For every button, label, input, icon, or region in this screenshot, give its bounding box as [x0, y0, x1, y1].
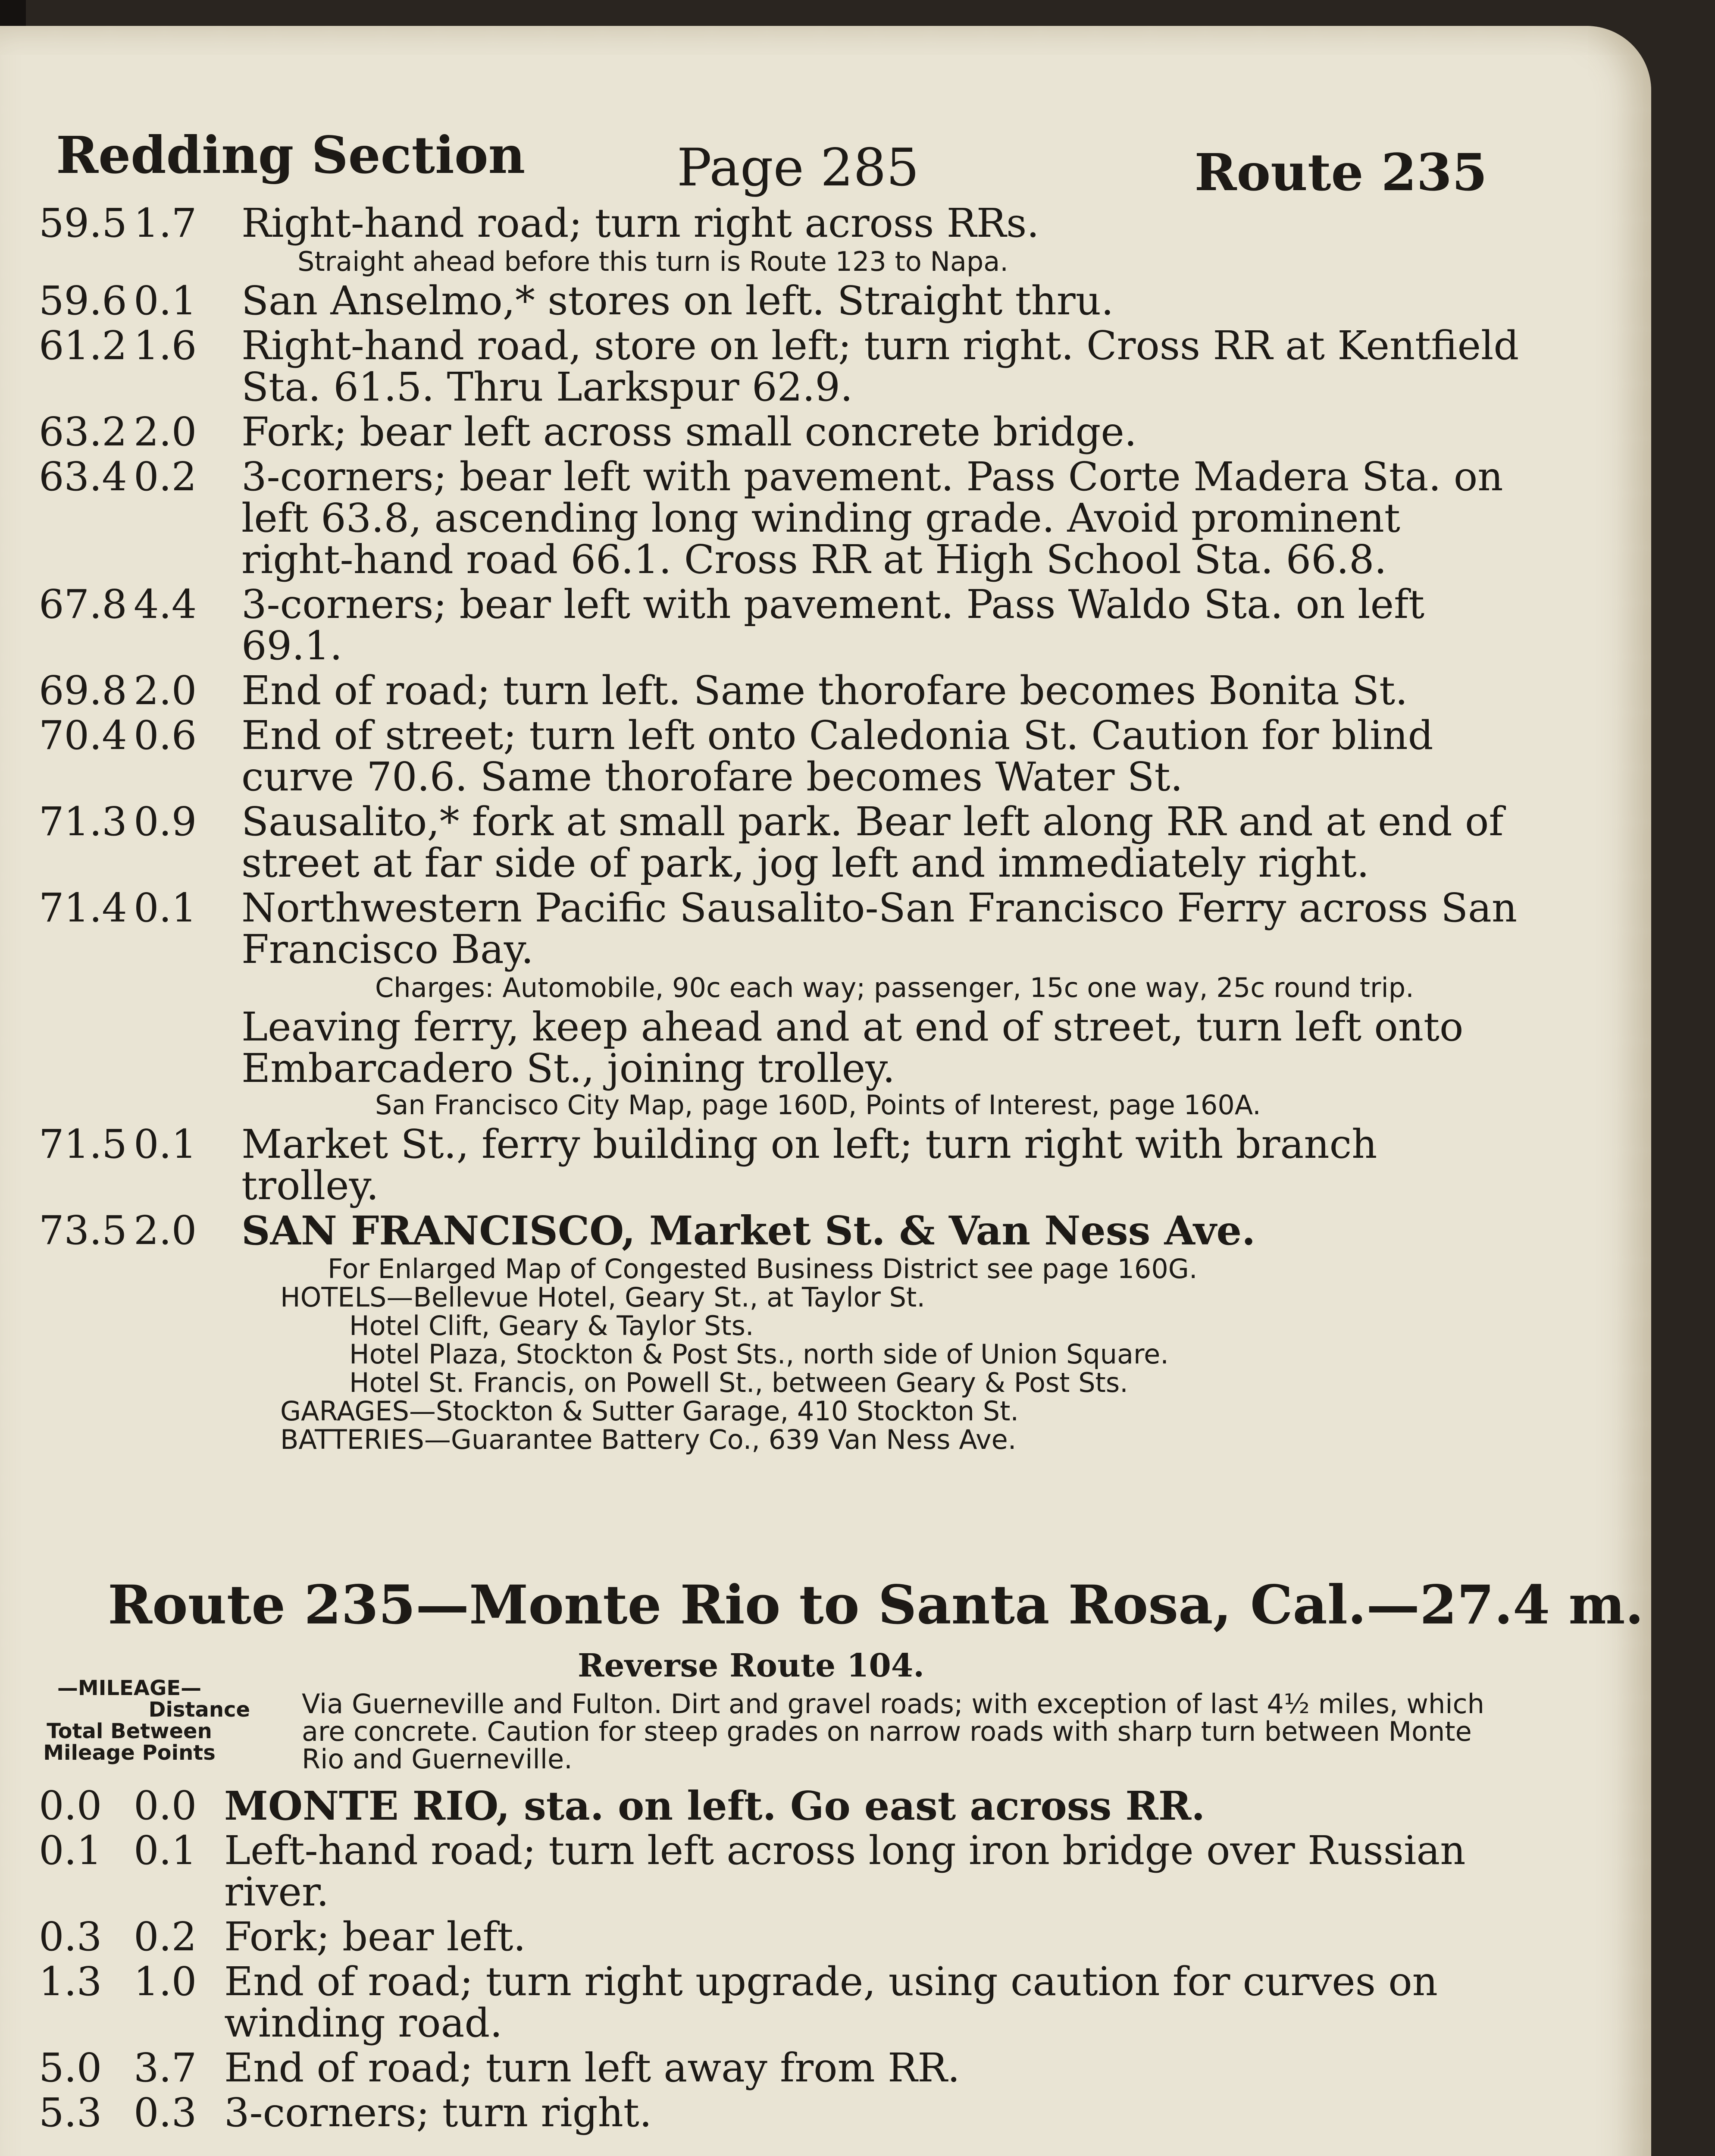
direction-row: 0.0 0.0 MONTE RIO, sta. on left. Go east across RR. [39, 1783, 1205, 1829]
hotel-line: Hotel Plaza, Stockton & Post Sts., north side of Union Square. [349, 1338, 1169, 1370]
direction-row: 0.3 0.2 Fork; bear left. [39, 1914, 526, 1960]
mileage-legend: —MILEAGE— Distance Total Between Mileage Points [43, 1676, 250, 1765]
city-map-note: San Francisco City Map, page 160D, Points of Interest, page 160A. [375, 1089, 1261, 1121]
direction-text: Leaving ferry, keep ahead and at end of street, turn left onto Embarcadero St., joining trolley. [241, 1004, 1464, 1091]
route-number: Route 235 [1194, 142, 1487, 202]
direction-row: 70.4 0.6 End of street; turn left onto Caledonia St. Caution for blind curve 70.6. Same thorofare becomes Water St. [39, 712, 1433, 800]
route-description: Via Guerneville and Fulton. Dirt and gravel roads; with exception of last 4½ miles, which are concrete. Caution for steep grades on narrow roads with sharp turn between Monte Rio and Guerneville. [302, 1688, 1484, 1775]
direction-row: 59.6 0.1 San Anselmo,* stores on left. Straight thru. [39, 278, 1114, 324]
direction-note: Straight ahead before this turn is Route 123 to Napa. [297, 246, 1008, 277]
hotel-line: HOTELS—Bellevue Hotel, Geary St., at Taylor St. [280, 1282, 926, 1313]
direction-row: 59.5 1.7 Right-hand road; turn right across RRs. [39, 200, 1039, 246]
direction-row: 5.0 3.7 End of road; turn left away from RR. [39, 2045, 960, 2091]
direction-row: 61.2 1.6 Right-hand road, store on left; turn right. Cross RR at Kentfield Sta. 61.5. Thru Larkspur 62.9. [39, 323, 1519, 410]
direction-row: 67.8 4.4 3-corners; bear left with pavement. Pass Waldo Sta. on left 69.1. [39, 581, 1425, 669]
direction-row: 73.5 2.0 SAN FRANCISCO, Market St. & Van Ness Ave. [39, 1207, 1256, 1254]
direction-row: 71.5 0.1 Market St., ferry building on left; turn right with branch trolley. [39, 1121, 1377, 1209]
reverse-route: Reverse Route 104. [578, 1647, 925, 1684]
hotel-line: Hotel St. Francis, on Powell St., between Geary & Post Sts. [349, 1367, 1128, 1398]
direction-row: 1.3 1.0 End of road; turn right upgrade, using caution for curves on winding road. [39, 1959, 1438, 2046]
route-235-directions [39, 1785, 1522, 2137]
section-title: Redding Section [56, 125, 526, 185]
direction-row: 63.2 2.0 Fork; bear left across small concrete bridge. [39, 409, 1137, 455]
garage-line: GARAGES—Stockton & Sutter Garage, 410 Stockton St. [280, 1395, 1019, 1427]
ferry-charges: Charges: Automobile, 90c each way; passenger, 15c one way, 25c round trip. [375, 972, 1414, 1003]
route-235-title: Route 235—Monte Rio to Santa Rosa, Cal.—27.4 m. [108, 1574, 1644, 1636]
direction-row: 5.3 0.3 3-corners; turn right. [39, 2090, 652, 2136]
route-directions [39, 200, 1522, 1455]
page [0, 26, 1651, 2156]
page-number: Page 285 [677, 138, 919, 198]
page-header [56, 125, 1487, 203]
hotels-list [280, 1255, 1522, 1454]
hotel-line: Hotel Clift, Geary & Taylor Sts. [349, 1310, 754, 1341]
enlarged-map-note: For Enlarged Map of Congested Business District see page 160G. [328, 1253, 1198, 1285]
direction-row: 71.4 0.1 Northwestern Pacific Sausalito-San Francisco Ferry across San Francisco Bay. [39, 885, 1518, 972]
direction-row: 69.8 2.0 End of road; turn left. Same thorofare becomes Bonita St. [39, 667, 1408, 714]
direction-row: 0.1 0.1 Left-hand road; turn left across long iron bridge over Russian river. [39, 1827, 1466, 1915]
direction-row: 71.3 0.9 Sausalito,* fork at small park. Bear left along RR and at end of street at far side of park, jog left and immediately right. [39, 799, 1504, 886]
direction-row: 63.4 0.2 3-corners; bear left with pavement. Pass Corte Madera Sta. on left 63.8, ascending long winding grade. Avoid prominent right-hand road 66.1. Cross RR at High School Sta. 66.8. [39, 454, 1503, 583]
battery-line: BATTERIES—Guarantee Battery Co., 639 Van Ness Ave. [280, 1424, 1017, 1455]
